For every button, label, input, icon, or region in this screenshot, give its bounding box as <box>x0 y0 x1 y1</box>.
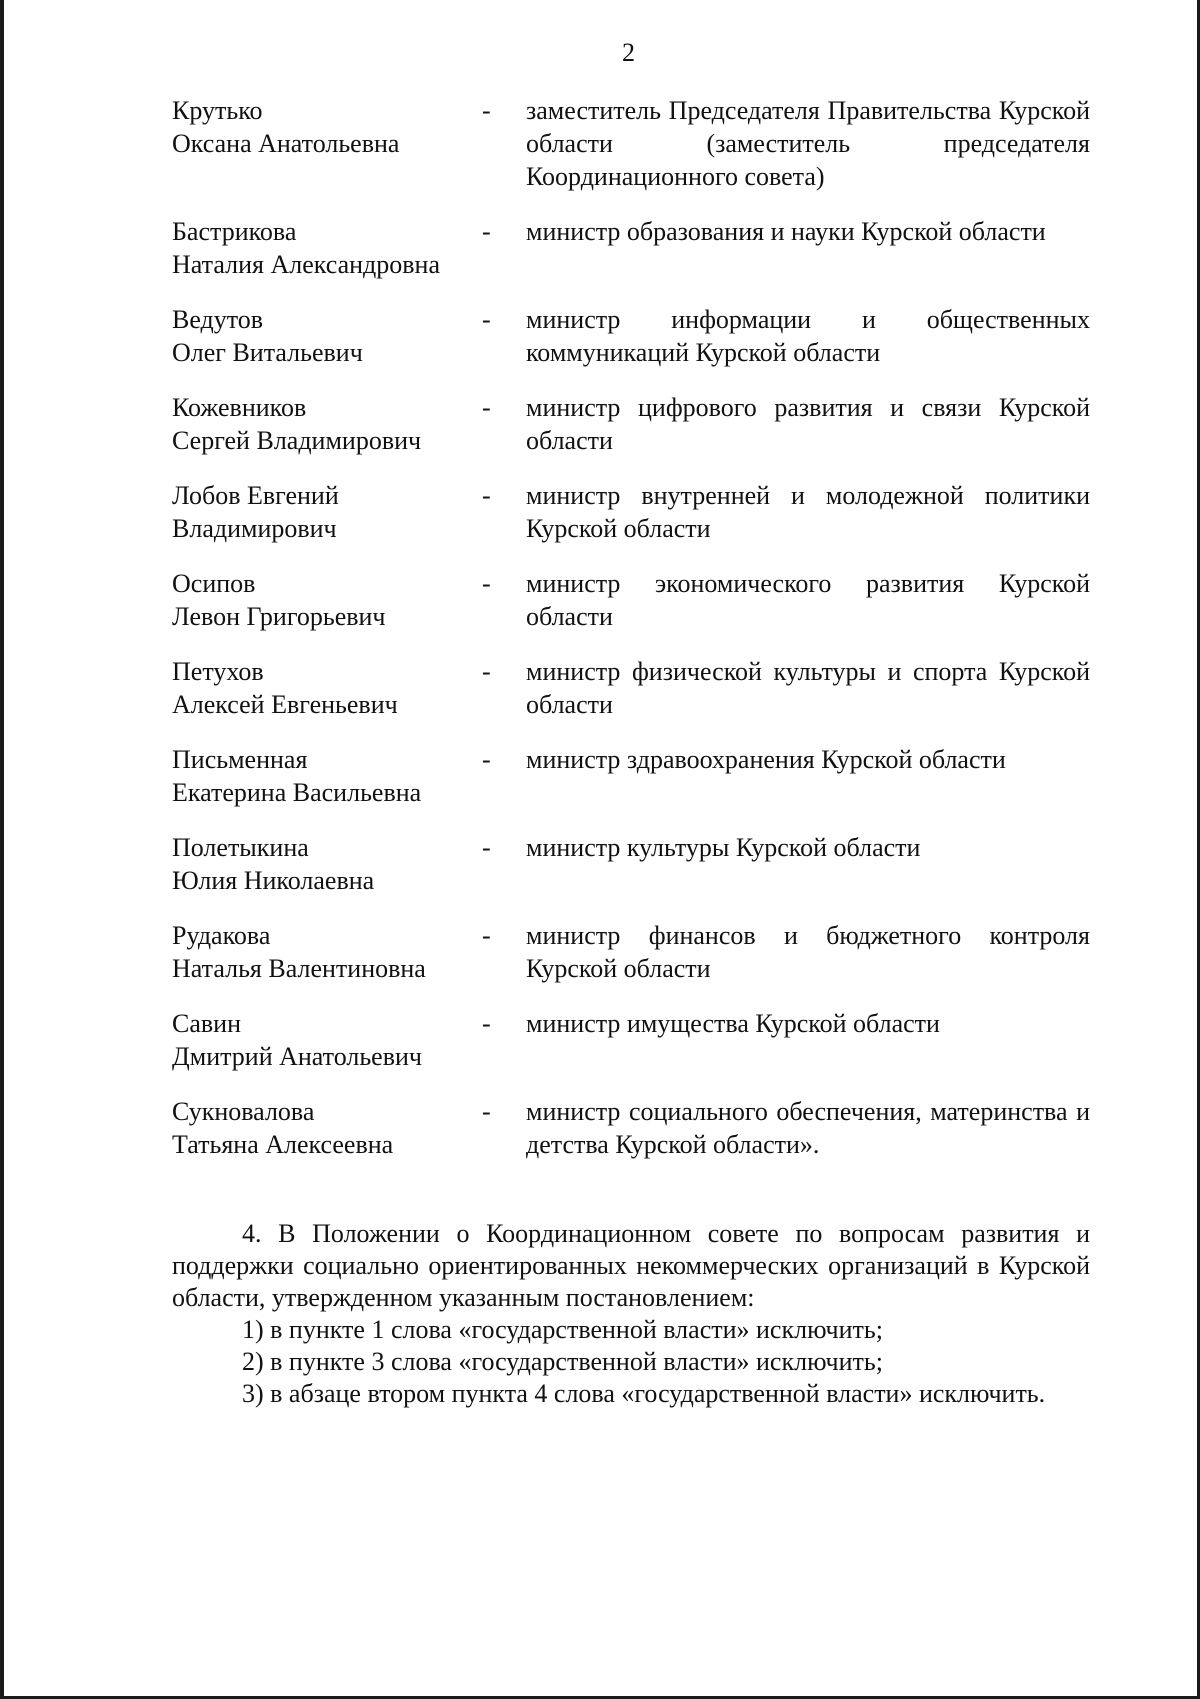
member-surname: Петухов <box>172 657 264 686</box>
member-role: министр имущества Курской области <box>526 1009 940 1038</box>
member-row <box>172 919 1090 985</box>
member-surname: Лобов Евгений <box>172 481 339 510</box>
member-name <box>172 479 472 545</box>
member-given-name: Оксана Анатольевна <box>172 129 400 158</box>
member-surname: Рудакова <box>172 921 271 950</box>
member-dash: - <box>482 305 491 334</box>
member-name <box>172 391 472 457</box>
member-row <box>172 655 1090 721</box>
member-given-name: Левон Григорьевич <box>172 602 386 631</box>
member-row <box>172 743 1090 809</box>
member-given-name: Наталия Александровна <box>172 250 440 279</box>
member-name <box>172 567 472 633</box>
member-name <box>172 831 472 897</box>
member-name <box>172 1007 472 1073</box>
member-name <box>172 655 472 721</box>
member-name <box>172 94 472 193</box>
member-row <box>172 303 1090 369</box>
council-members-list <box>172 94 1090 1183</box>
member-row <box>172 391 1090 457</box>
member-name <box>172 919 472 985</box>
member-given-name: Татьяна Алексеевна <box>172 1130 394 1159</box>
member-dash: - <box>482 657 491 686</box>
member-dash: - <box>482 1009 491 1038</box>
member-given-name: Наталья Валентиновна <box>172 954 426 983</box>
member-role: министр образования и науки Курской области <box>526 217 1046 246</box>
member-role: министр физической культуры и спорта Курской области <box>526 657 1090 719</box>
member-role: министр экономического развития Курской области <box>526 569 1090 631</box>
member-row <box>172 1095 1090 1161</box>
member-row <box>172 479 1090 545</box>
member-surname: Письменная <box>172 745 308 774</box>
member-given-name: Олег Витальевич <box>172 338 363 367</box>
member-dash: - <box>482 217 491 246</box>
member-dash: - <box>482 569 491 598</box>
member-given-name: Алексей Евгеньевич <box>172 690 398 719</box>
member-row <box>172 831 1090 897</box>
section-4-item: 1) в пункте 1 слова «государственной власти» исключить; <box>242 1315 883 1344</box>
scan-edge-left <box>0 0 4 1699</box>
member-role: министр цифрового развития и связи Курской области <box>526 393 1090 455</box>
member-surname: Осипов <box>172 569 256 598</box>
member-role: министр здравоохранения Курской области <box>526 745 1006 774</box>
member-dash: - <box>482 833 491 862</box>
member-role: министр информации и общественных коммуникаций Курской области <box>526 305 1090 367</box>
member-given-name: Дмитрий Анатольевич <box>172 1042 422 1071</box>
member-given-name: Юлия Николаевна <box>172 866 375 895</box>
page-number: 2 <box>622 38 635 67</box>
member-surname: Крутько <box>172 96 263 125</box>
member-surname: Полетыкина <box>172 833 309 862</box>
member-surname: Кожевников <box>172 393 307 422</box>
member-dash: - <box>482 1097 491 1126</box>
member-role: министр финансов и бюджетного контроля Курской области <box>526 921 1090 983</box>
member-given-name: Екатерина Васильевна <box>172 778 422 807</box>
member-dash: - <box>482 921 491 950</box>
member-given-name: Владимирович <box>172 514 337 543</box>
member-surname: Ведутов <box>172 305 264 334</box>
member-row <box>172 94 1090 193</box>
member-dash: - <box>482 96 491 125</box>
member-role: министр внутренней и молодежной политики Курской области <box>526 481 1090 543</box>
member-surname: Савин <box>172 1009 241 1038</box>
member-name <box>172 215 472 281</box>
member-row <box>172 567 1090 633</box>
member-dash: - <box>482 745 491 774</box>
section-4 <box>172 1218 1090 1410</box>
member-name <box>172 743 472 809</box>
member-surname: Сукновалова <box>172 1097 315 1126</box>
member-role: министр социального обеспечения, материнства и детства Курской области». <box>526 1097 1090 1159</box>
member-role: заместитель Председателя Правительства Курской области (заместитель председателя Координационного совета) <box>526 96 1090 191</box>
member-dash: - <box>482 481 491 510</box>
member-role: министр культуры Курской области <box>526 833 921 862</box>
member-name <box>172 303 472 369</box>
member-name <box>172 1095 472 1161</box>
member-row <box>172 215 1090 281</box>
member-given-name: Сергей Владимирович <box>172 426 422 455</box>
section-4-item: 2) в пункте 3 слова «государственной власти» исключить; <box>242 1347 883 1376</box>
section-4-intro: 4. В Положении о Координационном совете по вопросам развития и поддержки социально ориентированных некоммерческих организаций в Курской области, утвержденном указанным постановлением: <box>172 1219 1090 1312</box>
member-surname: Бастрикова <box>172 217 297 246</box>
section-4-item: 3) в абзаце втором пункта 4 слова «государственной власти» исключить. <box>242 1379 1046 1408</box>
member-row <box>172 1007 1090 1073</box>
member-dash: - <box>482 393 491 422</box>
